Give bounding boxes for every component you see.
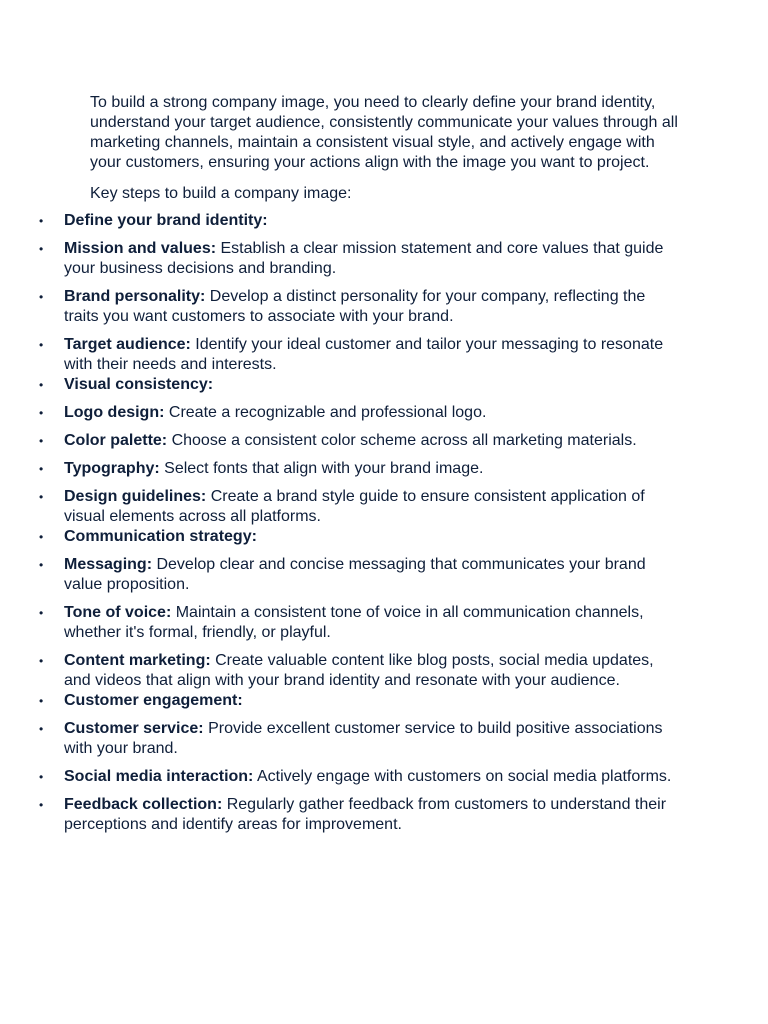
item-term: Typography: <box>64 460 160 477</box>
item-text: Provide excellent customer service to build positive associations with your brand. <box>64 720 663 757</box>
item-term: Brand personality: <box>64 288 206 305</box>
bullet-icon: • <box>39 558 44 572</box>
item-term: Social media interaction: <box>64 768 254 785</box>
bullet-icon: • <box>39 290 44 304</box>
item-text: Develop clear and concise messaging that communicates your brand value proposition. <box>64 556 646 593</box>
item-text: Select fonts that align with your brand image. <box>159 460 484 477</box>
list-item <box>0 795 680 835</box>
bullet-icon: • <box>39 406 44 420</box>
item-term: Communication strategy: <box>64 528 257 545</box>
bullet-icon: • <box>39 434 44 448</box>
bullet-icon: • <box>39 462 44 476</box>
list-item <box>0 651 680 691</box>
item-term: Customer engagement: <box>64 692 243 709</box>
item-text: Create valuable content like blog posts, social media updates, and videos that align with your brand identity and resonate with your audience. <box>64 652 654 689</box>
item-text: Maintain a consistent tone of voice in all communication channels, whether it's formal, friendly, or playful. <box>64 604 644 641</box>
bullet-icon: • <box>39 694 44 708</box>
item-text: Regularly gather feedback from customers to understand their perceptions and identify areas for improvement. <box>64 796 667 833</box>
item-term: Visual consistency: <box>64 376 214 393</box>
item-term: Target audience: <box>64 336 191 353</box>
list-item <box>0 459 680 479</box>
bullet-icon: • <box>39 242 44 256</box>
bullet-icon: • <box>39 722 44 736</box>
bullet-icon: • <box>39 606 44 620</box>
item-text: Create a brand style guide to ensure consistent application of visual elements across all platforms. <box>64 488 645 525</box>
list-item <box>0 403 680 423</box>
list-item <box>0 767 680 787</box>
item-text: Actively engage with customers on social media platforms. <box>253 768 672 785</box>
item-term: Tone of voice: <box>64 604 172 621</box>
list-item <box>0 691 680 711</box>
bullet-icon: • <box>39 338 44 352</box>
item-text: Identify your ideal customer and tailor your messaging to resonate with their needs and interests. <box>64 336 664 373</box>
item-term: Logo design: <box>64 404 165 421</box>
bullet-icon: • <box>39 654 44 668</box>
bullet-icon: • <box>39 378 44 392</box>
item-term: Feedback collection: <box>64 796 223 813</box>
item-text: Establish a clear mission statement and core values that guide your business decisions and branding. <box>64 240 664 277</box>
bullet-icon: • <box>39 490 44 504</box>
document-body <box>0 93 768 835</box>
list-item <box>0 375 680 395</box>
list-item <box>0 431 680 451</box>
item-text: Develop a distinct personality for your company, reflecting the traits you want customers to associate with your brand. <box>64 288 646 325</box>
list-item <box>0 239 680 279</box>
intro-paragraph: To build a strong company image, you need to clearly define your brand identity, understand your target audience, consistently communicate your values through all marketing channels, maintain a consistent visual style, and actively engage with your customers, ensuring your actions align with the image you want to project. <box>90 94 678 171</box>
list-item <box>0 719 680 759</box>
bullet-icon: • <box>39 214 44 228</box>
item-term: Color palette: <box>64 432 168 449</box>
list-item <box>0 335 680 375</box>
list-item <box>0 287 680 327</box>
item-term: Customer service: <box>64 720 204 737</box>
list-item <box>0 603 680 643</box>
item-term: Define your brand identity: <box>64 212 268 229</box>
item-term: Mission and values: <box>64 240 217 257</box>
list-item <box>0 527 680 547</box>
list-item <box>0 555 680 595</box>
steps-list <box>0 211 768 835</box>
item-text: Choose a consistent color scheme across all marketing materials. <box>167 432 637 449</box>
lead-paragraph: Key steps to build a company image: <box>90 185 352 202</box>
item-text: Create a recognizable and professional logo. <box>164 404 487 421</box>
bullet-icon: • <box>39 798 44 812</box>
list-item <box>0 211 680 231</box>
item-term: Messaging: <box>64 556 153 573</box>
item-term: Content marketing: <box>64 652 211 669</box>
bullet-icon: • <box>39 530 44 544</box>
bullet-icon: • <box>39 770 44 784</box>
item-term: Design guidelines: <box>64 488 207 505</box>
list-item <box>0 487 680 527</box>
